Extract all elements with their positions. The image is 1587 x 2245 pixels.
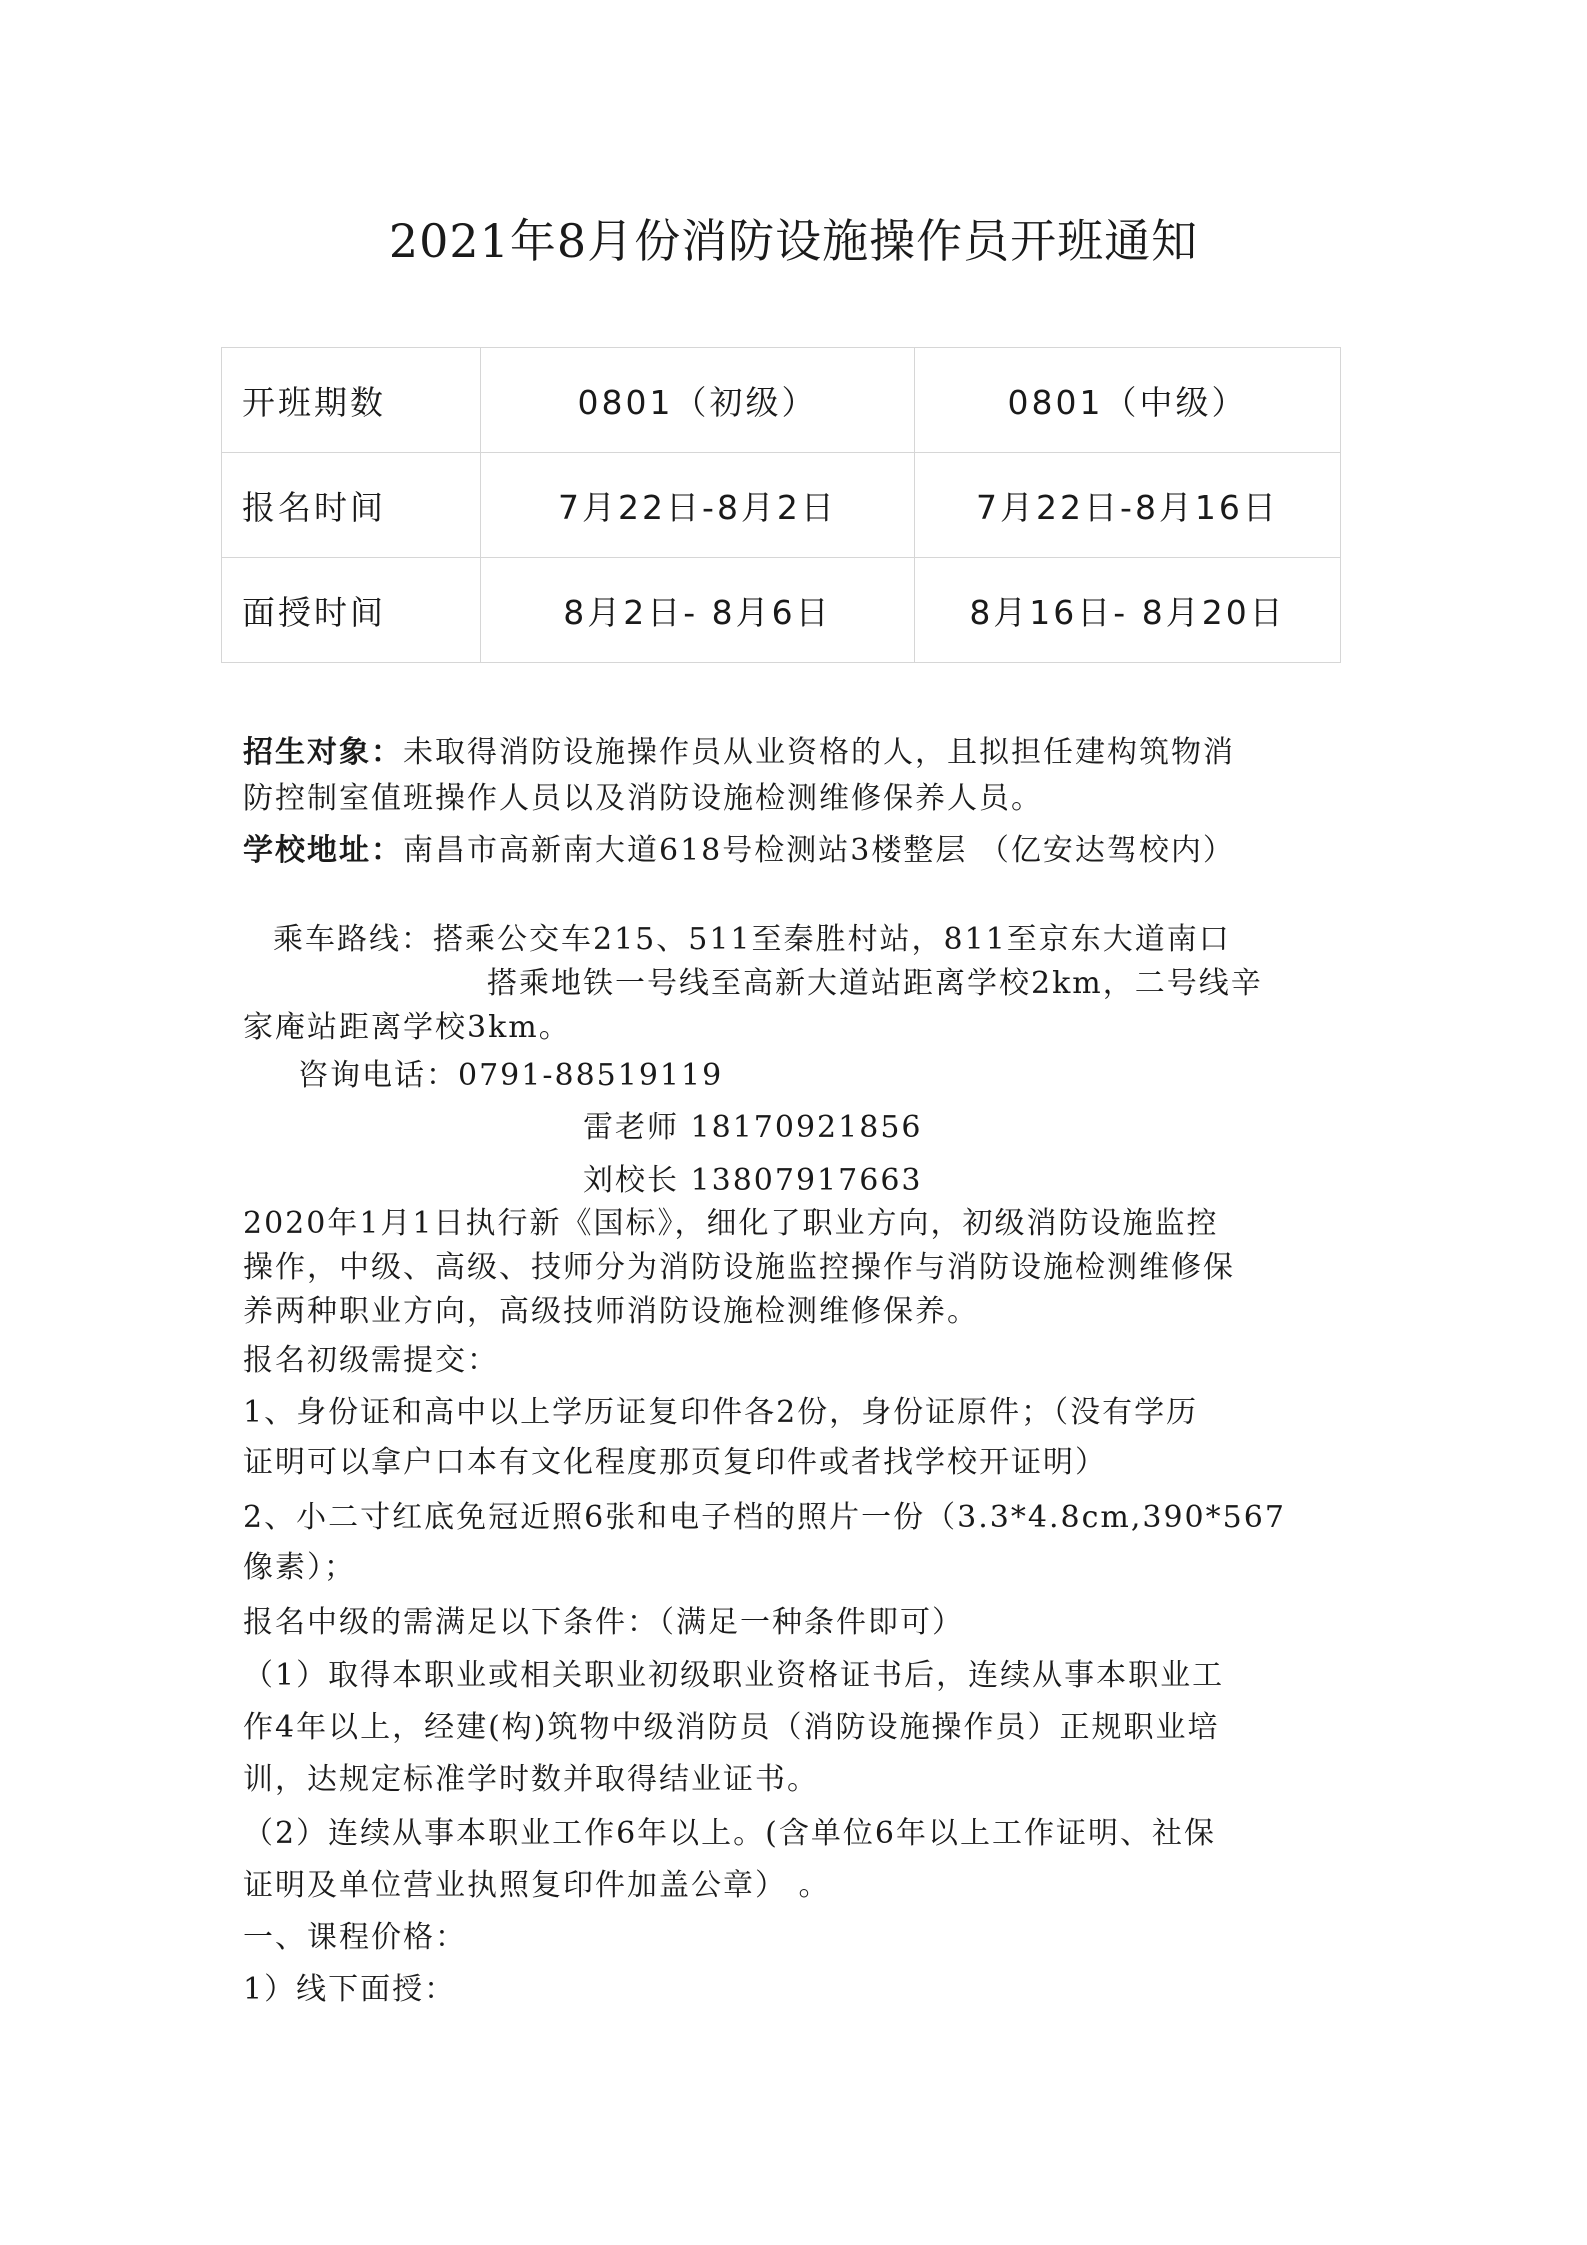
intermediate-cond-1-end: 训，达规定标准学时数并取得结业证书。 xyxy=(243,1762,819,1797)
junior-item-1-cont: 证明可以拿户口本有文化程度那页复印件或者找学校开证明） xyxy=(243,1445,1107,1480)
schedule-table xyxy=(221,347,1341,663)
intermediate-cell: 0801（中级） xyxy=(915,348,1341,453)
route-line-2: 搭乘地铁一号线至高新大道站距离学校2km，二号线辛 xyxy=(487,966,1263,1001)
junior-cell: 0801（初级） xyxy=(481,348,915,453)
table-row xyxy=(222,453,1341,558)
junior-cell: 8月2日- 8月6日 xyxy=(481,558,915,663)
intermediate-cond-1: （1）取得本职业或相关职业初级职业资格证书后，连续从事本职业工 xyxy=(243,1658,1225,1693)
standard-line-2: 操作，中级、高级、技师分为消防设施监控操作与消防设施检测维修保 xyxy=(243,1250,1235,1285)
intermediate-cond-2-cont: 证明及单位营业执照复印件加盖公章） 。 xyxy=(243,1868,831,1903)
enrollment-line xyxy=(243,730,1235,776)
route-line-3: 家庵站距离学校3km。 xyxy=(243,1010,571,1045)
junior-item-2-cont: 像素）； xyxy=(243,1550,356,1585)
table-row xyxy=(222,348,1341,453)
intermediate-cell: 8月16日- 8月20日 xyxy=(915,558,1341,663)
junior-heading: 报名初级需提交： xyxy=(243,1343,499,1378)
consult-phone: 咨询电话：0791-88519119 xyxy=(298,1058,724,1093)
principal-liu-phone: 刘校长 13807917663 xyxy=(583,1163,923,1198)
enrollment-line-2: 防控制室值班操作人员以及消防设施检测维修保养人员。 xyxy=(243,781,1043,816)
page-title: 2021年8月份消防设施操作员开班通知 xyxy=(388,214,1199,268)
address-text: 南昌市高新南大道618号检测站3楼整层 （亿安达驾校内） xyxy=(403,833,1235,868)
junior-cell: 7月22日-8月2日 xyxy=(481,453,915,558)
teacher-lei-phone: 雷老师 18170921856 xyxy=(583,1110,923,1145)
row-label: 开班期数 xyxy=(222,348,481,453)
standard-line-3: 养两种职业方向，高级技师消防设施检测维修保养。 xyxy=(243,1294,979,1329)
row-label: 面授时间 xyxy=(222,558,481,663)
intermediate-cond-1-cont: 作4年以上，经建(构)筑物中级消防员（消防设施操作员）正规职业培 xyxy=(243,1710,1220,1745)
enrollment-label: 招生对象： xyxy=(243,735,403,770)
enrollment-text: 未取得消防设施操作员从业资格的人，且拟担任建构筑物消 xyxy=(403,735,1235,770)
pricing-heading: 一、课程价格： xyxy=(243,1920,467,1955)
table-row xyxy=(222,558,1341,663)
address-label: 学校地址： xyxy=(243,833,403,868)
intermediate-cond-2: （2）连续从事本职业工作6年以上。(含单位6年以上工作证明、社保 xyxy=(243,1816,1216,1851)
route-line-1: 乘车路线：搭乘公交车215、511至秦胜村站，811至京东大道南口 xyxy=(273,922,1231,957)
junior-item-1: 1、身份证和高中以上学历证复印件各2份，身份证原件；（没有学历 xyxy=(243,1395,1199,1430)
pricing-item-1: 1）线下面授： xyxy=(243,1972,457,2007)
standard-line-1: 2020年1月1日执行新《国标》，细化了职业方向，初级消防设施监控 xyxy=(243,1206,1219,1241)
junior-item-2: 2、小二寸红底免冠近照6张和电子档的照片一份（3.3*4.8cm,390*567 xyxy=(243,1500,1286,1535)
intermediate-heading: 报名中级的需满足以下条件：（满足一种条件即可） xyxy=(243,1605,964,1640)
row-label: 报名时间 xyxy=(222,453,481,558)
address-line xyxy=(243,828,1235,874)
intermediate-cell: 7月22日-8月16日 xyxy=(915,453,1341,558)
